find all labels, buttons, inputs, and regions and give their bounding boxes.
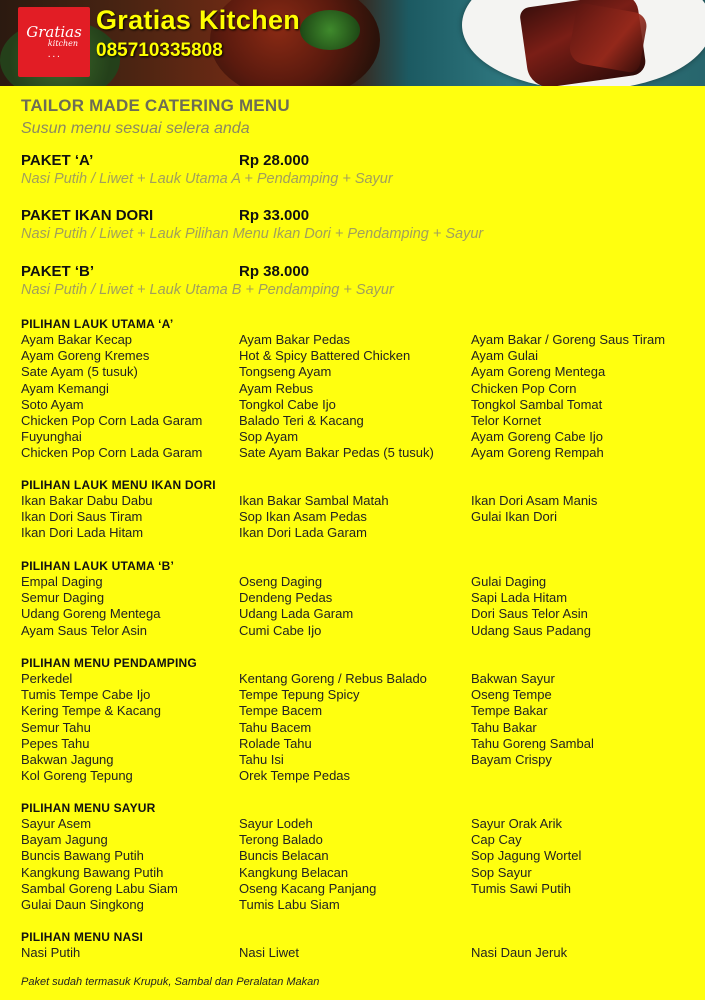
- menu-item: Tahu Isi: [239, 751, 284, 767]
- menu-column: [239, 945, 299, 961]
- package-desc: Nasi Putih / Liwet + Lauk Pilihan Menu Ikan Dori + Pendamping + Sayur: [21, 226, 484, 242]
- menu-item: Cumi Cabe Ijo: [239, 622, 322, 638]
- section-title: PILIHAN LAUK UTAMA ‘B’: [21, 559, 175, 573]
- menu-item: Tempe Bacem: [239, 703, 323, 719]
- menu-item: Oseng Daging: [239, 574, 323, 589]
- menu-item: Ikan Bakar Sambal Matah: [239, 493, 389, 508]
- menu-item: Tempe Bakar: [471, 703, 548, 719]
- menu-item: Nasi Liwet: [239, 945, 299, 960]
- menu-item: Ayam Goreng Rempah: [471, 445, 604, 461]
- section-lauk-utama-a: [21, 316, 705, 461]
- menu-column: [21, 332, 202, 462]
- menu-item: Ayam Kemangi: [21, 380, 109, 396]
- menu-item: Udang Lada Garam: [239, 606, 354, 622]
- package-price: Rp 33.000: [239, 207, 310, 224]
- menu-item: Ikan Dori Lada Hitam: [21, 525, 144, 541]
- menu-item: Chicken Pop Corn Lada Garam: [21, 445, 203, 461]
- menu-item: Sate Ayam Bakar Pedas (5 tusuk): [239, 445, 434, 461]
- menu-item: Tongseng Ayam: [239, 364, 332, 380]
- package-price: Rp 28.000: [239, 152, 310, 169]
- menu-item: Ayam Rebus: [239, 380, 314, 396]
- menu-column: [239, 493, 389, 542]
- section-sayur: [21, 800, 705, 912]
- brand-logo: [18, 7, 90, 77]
- package-name: PAKET IKAN DORI: [21, 207, 154, 224]
- menu-item: Tongkol Sambal Tomat: [471, 396, 603, 412]
- menu-item: Tahu Goreng Sambal: [471, 735, 594, 751]
- menu-item: Sop Jagung Wortel: [471, 848, 582, 864]
- food-photo-garnish: [300, 10, 360, 50]
- menu-item: Bakwan Sayur: [471, 671, 555, 686]
- menu-column: [239, 574, 353, 639]
- menu-item: Ayam Saus Telor Asin: [21, 622, 147, 638]
- menu-item: Kangkung Bawang Putih: [21, 864, 164, 880]
- menu-item: Sate Ayam (5 tusuk): [21, 364, 138, 380]
- menu-item: Sayur Lodeh: [239, 816, 313, 831]
- menu-item: Hot & Spicy Battered Chicken: [239, 348, 411, 364]
- menu-item: Fuyunghai: [21, 429, 82, 445]
- menu-item: Ayam Bakar Pedas: [239, 332, 351, 347]
- grilled-meat-image-2: [567, 2, 648, 74]
- menu-column: [21, 574, 160, 639]
- menu-item: Semur Tahu: [21, 719, 91, 735]
- menu-item: Rolade Tahu: [239, 735, 312, 751]
- menu-item: Kol Goreng Tepung: [21, 768, 133, 784]
- brand-name: Gratias Kitchen: [96, 5, 301, 35]
- package-desc: Nasi Putih / Liwet + Lauk Utama A + Pendamping + Sayur: [21, 171, 393, 187]
- menu-item: Tahu Bacem: [239, 719, 312, 735]
- section-title: PILIHAN MENU SAYUR: [21, 801, 156, 815]
- menu-item: Tumis Labu Siam: [239, 896, 340, 912]
- menu-item: Sayur Asem: [21, 816, 92, 831]
- menu-subtitle: Susun menu sesuai selera anda: [21, 120, 250, 137]
- section-title: PILIHAN LAUK MENU IKAN DORI: [21, 478, 216, 492]
- footer-note: Paket sudah termasuk Krupuk, Sambal dan Peralatan Makan: [21, 976, 320, 988]
- menu-item: Ayam Goreng Kremes: [21, 348, 150, 364]
- menu-item: Soto Ayam: [21, 396, 84, 412]
- menu-item: Nasi Daun Jeruk: [471, 945, 568, 960]
- menu-column: [21, 671, 161, 784]
- menu-item: Sayur Orak Arik: [471, 816, 563, 831]
- menu-item: Kangkung Belacan: [239, 864, 349, 880]
- menu-item: Tongkol Cabe Ijo: [239, 396, 336, 412]
- menu-item: Telor Kornet: [471, 412, 542, 428]
- menu-item: Ayam Bakar Kecap: [21, 332, 133, 347]
- menu-item: Bayam Crispy: [471, 751, 552, 767]
- menu-item: Bakwan Jagung: [21, 751, 114, 767]
- menu-item: Balado Teri & Kacang: [239, 412, 364, 428]
- brand-phone: 085710335808: [96, 40, 223, 61]
- menu-item: Oseng Tempe: [471, 687, 552, 703]
- menu-item: Ikan Dori Saus Tiram: [21, 509, 143, 525]
- menu-item: Semur Daging: [21, 590, 105, 606]
- menu-column: [21, 945, 80, 961]
- package-name: PAKET ‘A’: [21, 152, 94, 169]
- section-title: PILIHAN MENU PENDAMPING: [21, 656, 197, 670]
- menu-column: [239, 332, 434, 462]
- menu-item: Gulai Daun Singkong: [21, 896, 144, 912]
- menu-item: Sop Ayam: [239, 429, 299, 445]
- menu-column: [239, 816, 376, 913]
- menu-item: Cap Cay: [471, 832, 522, 848]
- menu-item: Udang Goreng Mentega: [21, 606, 161, 622]
- logo-text-main: Gratias: [26, 23, 82, 41]
- menu-item: Nasi Putih: [21, 945, 81, 960]
- menu-item: Tahu Bakar: [471, 719, 537, 735]
- section-lauk-utama-b: [21, 558, 705, 638]
- menu-column: [471, 332, 665, 462]
- menu-column: [239, 671, 427, 784]
- menu-item: Tumis Sawi Putih: [471, 880, 571, 896]
- menu-item: Orek Tempe Pedas: [239, 768, 351, 784]
- section-title: PILIHAN MENU NASI: [21, 930, 144, 944]
- menu-item: Dori Saus Telor Asin: [471, 606, 588, 622]
- menu-item: Udang Saus Padang: [471, 622, 591, 638]
- menu-item: Dendeng Pedas: [239, 590, 333, 606]
- menu-item: Ayam Goreng Cabe Ijo: [471, 429, 603, 445]
- menu-item: Gulai Ikan Dori: [471, 509, 557, 525]
- menu-item: Sambal Goreng Labu Siam: [21, 880, 178, 896]
- logo-text-sub: kitchen: [47, 39, 79, 48]
- menu-item: Bayam Jagung: [21, 832, 108, 848]
- menu-item: Kentang Goreng / Rebus Balado: [239, 671, 427, 686]
- menu-title: TAILOR MADE CATERING MENU: [21, 96, 290, 115]
- section-pendamping: [21, 655, 705, 784]
- menu-item: Terong Balado: [239, 832, 323, 848]
- menu-item: Tumis Tempe Cabe Ijo: [21, 687, 151, 703]
- menu-item: Buncis Bawang Putih: [21, 848, 144, 864]
- header-banner: [0, 0, 705, 86]
- package-price: Rp 38.000: [239, 263, 310, 280]
- menu-column: [471, 945, 567, 961]
- menu-item: Ayam Gulai: [471, 348, 538, 364]
- package-desc: Nasi Putih / Liwet + Lauk Utama B + Pendamping + Sayur: [21, 282, 394, 298]
- menu-item: Sapi Lada Hitam: [471, 590, 568, 606]
- menu-item: Ikan Bakar Dabu Dabu: [21, 493, 153, 508]
- menu-item: Tempe Tepung Spicy: [239, 687, 360, 703]
- menu-item: Perkedel: [21, 671, 73, 686]
- menu-item: Chicken Pop Corn: [471, 380, 577, 396]
- menu-item: Sop Ikan Asam Pedas: [239, 509, 367, 525]
- menu-item: Buncis Belacan: [239, 848, 329, 864]
- menu-column: [471, 493, 597, 525]
- section-nasi: [21, 929, 705, 960]
- menu-column: [21, 816, 178, 913]
- logo-tiny-mark: • • •: [47, 54, 61, 59]
- menu-item: Oseng Kacang Panjang: [239, 880, 377, 896]
- menu-column: [471, 816, 581, 897]
- menu-column: [21, 493, 153, 542]
- menu-item: Empal Daging: [21, 574, 103, 589]
- menu-item: Ikan Dori Asam Manis: [471, 493, 598, 508]
- menu-item: Ayam Goreng Mentega: [471, 364, 606, 380]
- package-name: PAKET ‘B’: [21, 263, 95, 280]
- menu-column: [471, 671, 594, 768]
- menu-item: Ikan Dori Lada Garam: [239, 525, 367, 541]
- section-title: PILIHAN LAUK UTAMA ‘A’: [21, 317, 174, 331]
- menu-item: Kering Tempe & Kacang: [21, 703, 161, 719]
- menu-item: Pepes Tahu: [21, 735, 90, 751]
- section-ikan-dori: [21, 477, 705, 541]
- menu-column: [471, 574, 591, 639]
- menu-item: Chicken Pop Corn Lada Garam: [21, 412, 203, 428]
- menu-item: Gulai Daging: [471, 574, 547, 589]
- menu-item: Ayam Bakar / Goreng Saus Tiram: [471, 332, 666, 347]
- menu-item: Sop Sayur: [471, 864, 532, 880]
